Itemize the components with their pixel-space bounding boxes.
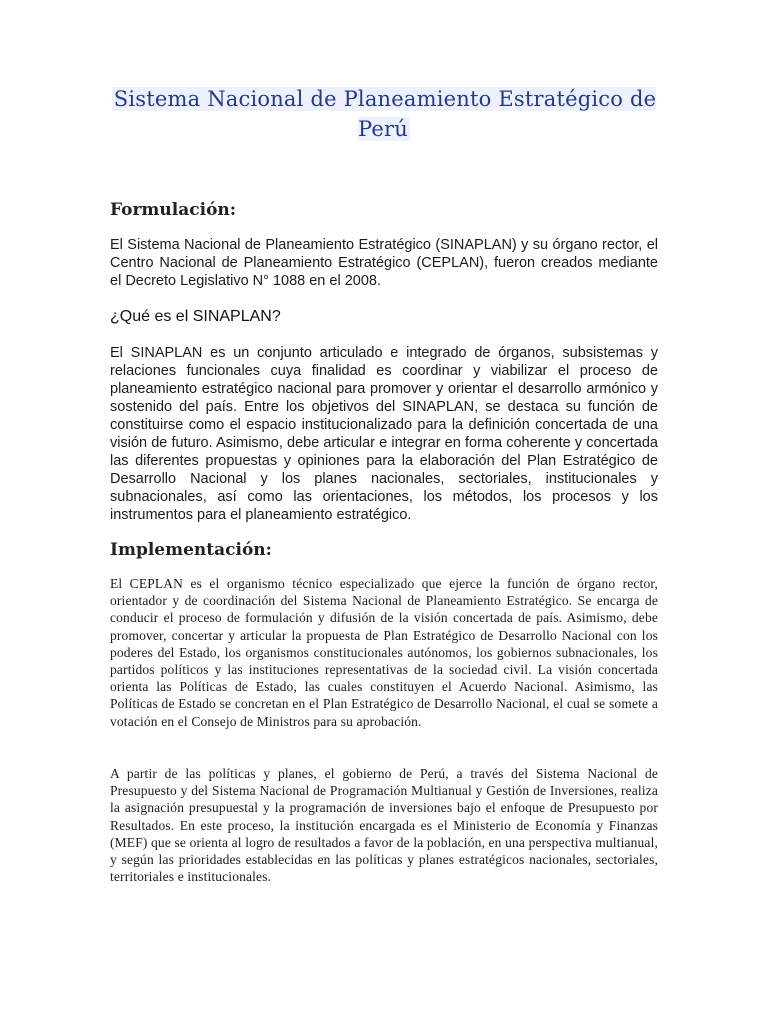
section-heading-implementacion: Implementación: [110,540,272,560]
document-page [110,84,658,885]
section-text-implementacion-1: El CEPLAN es el organismo técnico especializado que ejerce la función de órgano rector, orientador y de coordinación del Sistema Nacional de Planeamiento Estratégico. Se encarga de conducir el proceso de formulación y difusión de la visión concertada de país. Asimismo, debe promover, concertar y articular la propuesta de Plan Estratégico de Desarrollo Nacional con los poderes del Estado, los organismos constitucionales autónomos, los gobiernos subnacionales, los partidos políticos y las instituciones representativas de la sociedad civil. La visión concertada orienta las Políticas de Estado, las cuales constituyen el Acuerdo Nacional. Asimismo, las Políticas de Estado se concretan en el Plan Estratégico de Desarrollo Nacional, el cual se somete a votación en el Consejo de Ministros para su aprobación. [110,576,658,729]
document-title-text: Sistema Nacional de Planeamiento Estratégico de Perú [113,87,657,141]
section-text-formulacion: El Sistema Nacional de Planeamiento Estratégico (SINAPLAN) y su órgano rector, el Centro Nacional de Planeamiento Estratégico (CEPLAN), fueron creados mediante el Decreto Legislativo N° 1088 en el 2008. [110,237,658,289]
section-heading-formulacion: Formulación: [110,200,237,220]
section-text-que-es: El SINAPLAN es un conjunto articulado e integrado de órganos, subsistemas y relaciones funcionales cuya finalidad es coordinar y viabilizar el proceso de planeamiento estratégico nacional para promover y orientar el desarrollo armónico y sostenido del país. Entre los objetivos del SINAPLAN, se destaca su función de constituirse como el espacio institucionalizado para la definición concertada de una visión de futuro. Asimismo, debe articular e integrar en forma coherente y concertada las diferentes propuestas y opiniones para la elaboración del Plan Estratégico de Desarrollo Nacional y los planes nacionales, sectoriales, institucionales y subnacionales, así como las orientaciones, los métodos, los procesos y los instrumentos para el planeamiento estratégico. [110,345,658,523]
document-title [110,84,658,144]
section-text-implementacion-2: A partir de las políticas y planes, el gobierno de Perú, a través del Sistema Nacional de Presupuesto y del Sistema Nacional de Programación Multianual y Gestión de Inversiones, realiza la asignación presupuestal y la programación de inversiones bajo el enfoque de Presupuesto por Resultados. En este proceso, la institución encargada es el Ministerio de Economía y Finanzas (MEF) que se orienta al logro de resultados a favor de la población, en una perspectiva multianual, y según las prioridades establecidas en las políticas y planes estratégicos nacionales, sectoriales, territoriales e institucionales. [110,766,658,885]
section-heading-que-es: ¿Qué es el SINAPLAN? [110,308,281,325]
